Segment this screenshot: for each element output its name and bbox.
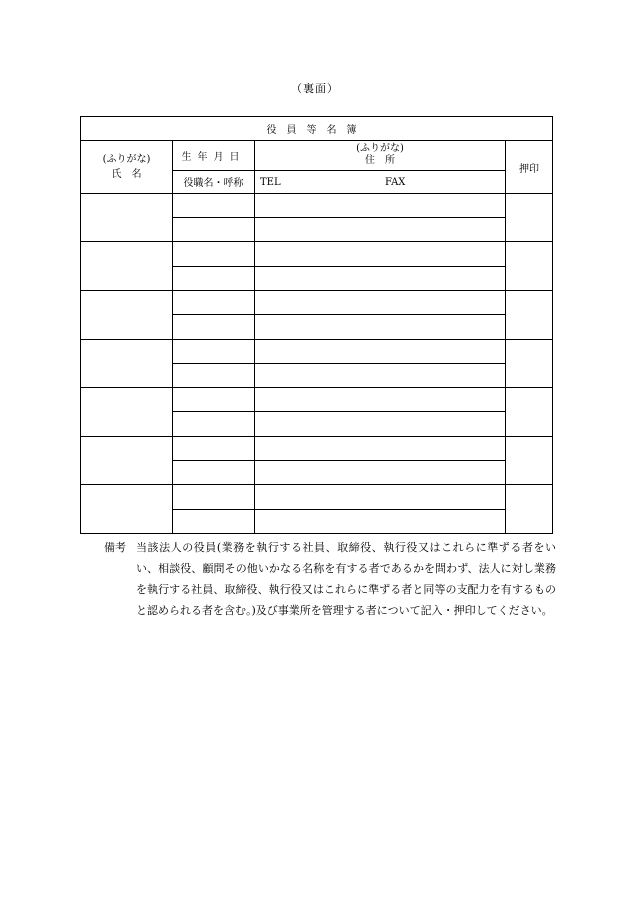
birth-date-cell[interactable]	[173, 291, 255, 315]
birth-date-cell[interactable]	[173, 339, 255, 363]
name-cell[interactable]	[81, 485, 173, 534]
seal-cell[interactable]	[506, 242, 553, 291]
tel-label: TEL	[260, 176, 281, 188]
contact-cell[interactable]	[255, 509, 506, 533]
address-cell[interactable]	[255, 291, 506, 315]
name-cell[interactable]	[81, 436, 173, 485]
seal-cell[interactable]	[506, 193, 553, 242]
table-row	[81, 436, 553, 460]
position-cell[interactable]	[173, 412, 255, 436]
contact-header	[255, 170, 506, 193]
address-cell[interactable]	[255, 388, 506, 412]
address-furigana-label: (ふりがな)	[356, 143, 404, 155]
position-cell[interactable]	[173, 266, 255, 290]
address-cell[interactable]	[255, 339, 506, 363]
address-header	[255, 141, 506, 170]
name-label: 氏 名	[111, 169, 142, 181]
birth-date-cell[interactable]	[173, 388, 255, 412]
name-header	[81, 141, 173, 194]
name-cell[interactable]	[81, 339, 173, 388]
birth-date-cell[interactable]	[173, 485, 255, 509]
remarks-note	[104, 537, 556, 621]
table-row	[81, 242, 553, 266]
seal-cell[interactable]	[506, 291, 553, 340]
table-row	[81, 388, 553, 412]
seal-cell[interactable]	[506, 485, 553, 534]
table-row	[81, 291, 553, 315]
position-cell[interactable]	[173, 218, 255, 242]
birth-date-cell[interactable]	[173, 436, 255, 460]
birth-date-header: 生年月日	[173, 141, 255, 170]
address-cell[interactable]	[255, 485, 506, 509]
seal-cell[interactable]	[506, 339, 553, 388]
table-row	[81, 193, 553, 217]
fax-label: FAX	[385, 176, 406, 188]
position-cell[interactable]	[173, 315, 255, 339]
contact-cell[interactable]	[255, 218, 506, 242]
contact-cell[interactable]	[255, 315, 506, 339]
name-cell[interactable]	[81, 388, 173, 437]
address-cell[interactable]	[255, 193, 506, 217]
seal-cell[interactable]	[506, 388, 553, 437]
name-cell[interactable]	[81, 291, 173, 340]
birth-date-cell[interactable]	[173, 193, 255, 217]
remarks-text: 当該法人の役員(業務を執行する社員、取締役、執行役又はこれらに準ずる者をいい、相談役、顧問その他いかなる名称を有する者であるかを問わず、法人に対し業務を執行する社員、取締役、執行役又はこれらに準ずる者と同等の支配力を有するものと認められる者を含む。)及び事業所を管理する者について記入・押印してください。	[136, 541, 556, 617]
name-cell[interactable]	[81, 242, 173, 291]
position-cell[interactable]	[173, 460, 255, 484]
remarks-label: 備考	[104, 541, 126, 554]
address-cell[interactable]	[255, 242, 506, 266]
contact-cell[interactable]	[255, 412, 506, 436]
contact-cell[interactable]	[255, 460, 506, 484]
name-cell[interactable]	[81, 193, 173, 242]
address-cell[interactable]	[255, 436, 506, 460]
page-heading: （裏面）	[291, 82, 339, 95]
birth-date-cell[interactable]	[173, 242, 255, 266]
position-cell[interactable]	[173, 363, 255, 387]
name-furigana-label: (ふりがな)	[102, 154, 151, 166]
table-row	[81, 485, 553, 509]
seal-header: 押印	[506, 141, 553, 194]
contact-cell[interactable]	[255, 363, 506, 387]
position-header: 役職名・呼称	[173, 170, 255, 193]
officer-roster-table	[80, 116, 553, 534]
table-row	[81, 339, 553, 363]
seal-cell[interactable]	[506, 436, 553, 485]
position-cell[interactable]	[173, 509, 255, 533]
contact-cell[interactable]	[255, 266, 506, 290]
table-title: 役員等名簿	[81, 117, 553, 141]
address-label: 住 所	[365, 155, 395, 167]
